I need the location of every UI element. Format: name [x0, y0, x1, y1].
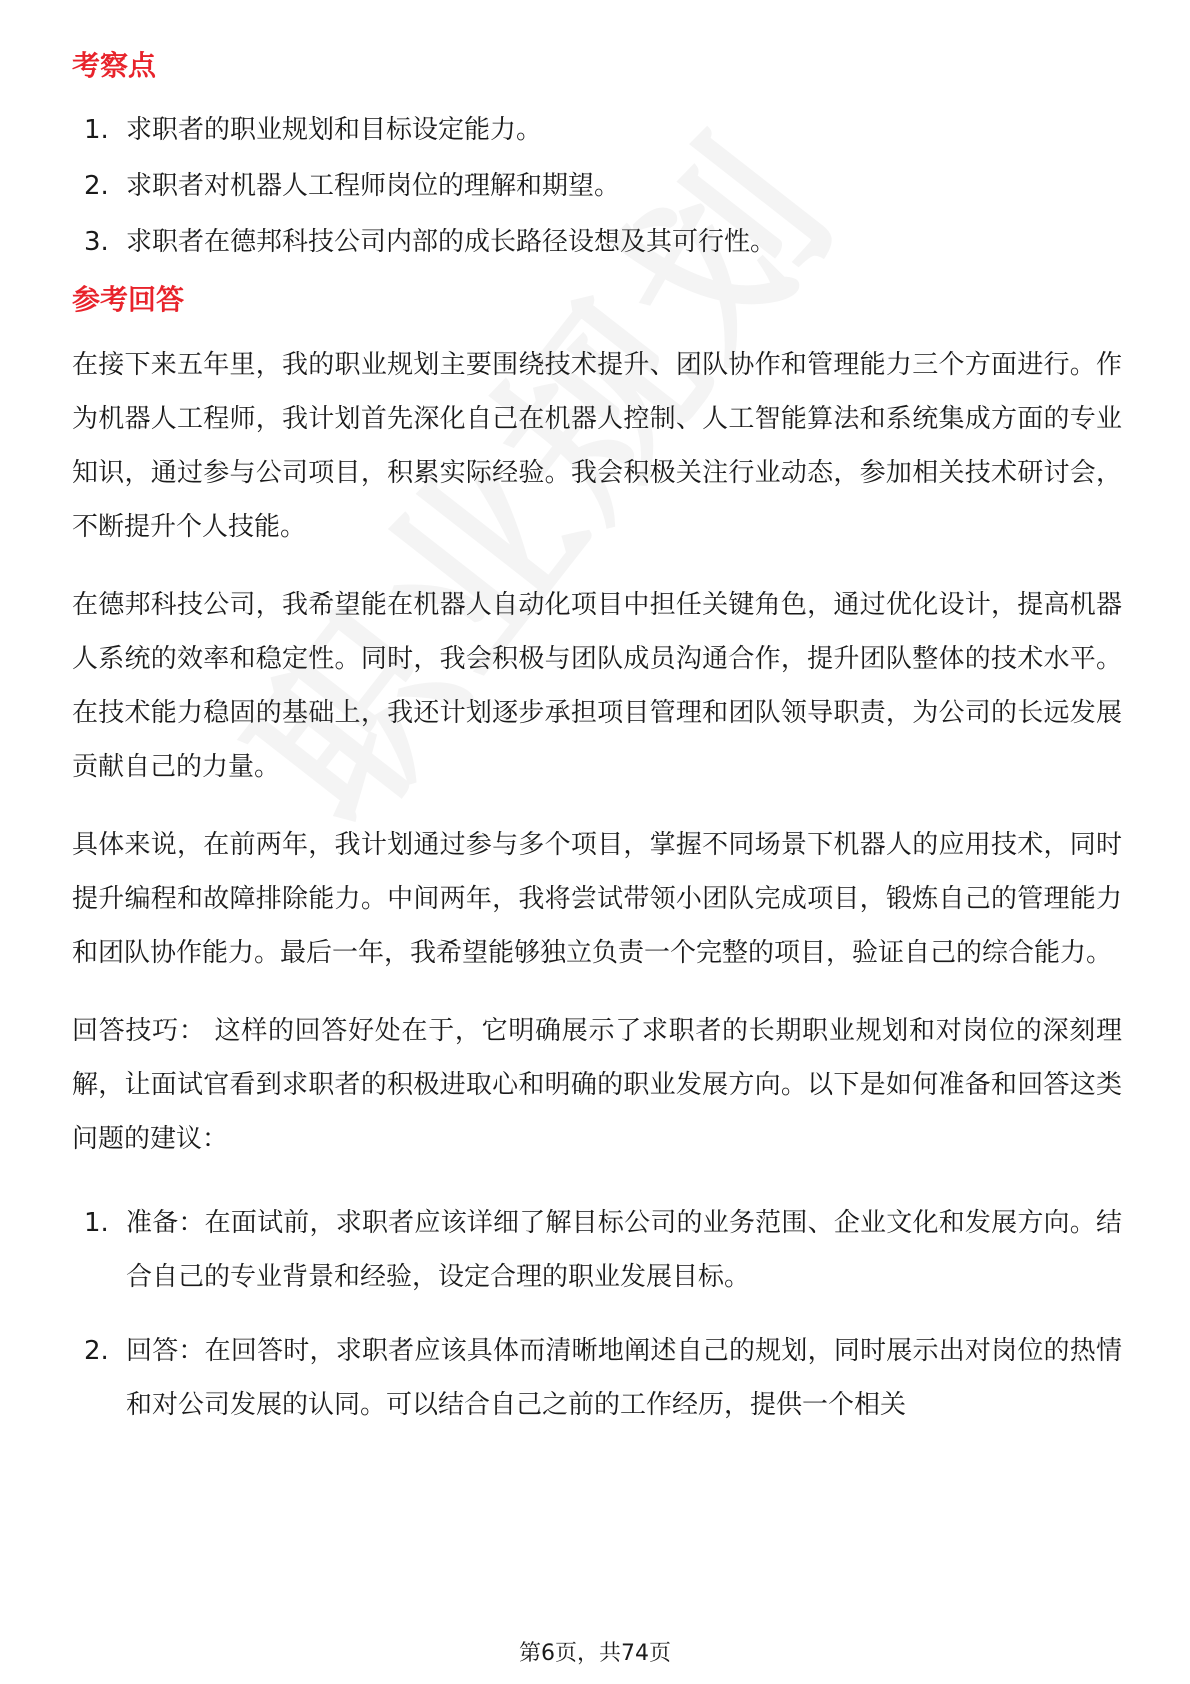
list-item — [72, 168, 1122, 204]
examination-points-list — [72, 112, 1122, 260]
list-text: 准备：在面试前，求职者应该详细了解目标公司的业务范围、企业文化和发展方向。结合自己的专业背景和经验，设定合理的职业发展目标。 — [126, 1208, 1122, 1292]
list-number: 2. — [84, 1336, 109, 1366]
answer-paragraph: 具体来说，在前两年，我计划通过参与多个项目，掌握不同场景下机器人的应用技术，同时提升编程和故障排除能力。中间两年，我将尝试带领小团队完成项目，锻炼自己的管理能力和团队协作能力。最后一年，我希望能够独立负责一个完整的项目，验证自己的综合能力。 — [72, 830, 1122, 968]
list-text: 回答：在回答时，求职者应该具体而清晰地阐述自己的规划，同时展示出对岗位的热情和对公司发展的认同。可以结合自己之前的工作经历，提供一个相关 — [126, 1336, 1122, 1420]
list-item — [72, 1324, 1122, 1432]
list-number: 1. — [84, 1208, 109, 1238]
list-text: 求职者的职业规划和目标设定能力。 — [126, 115, 543, 145]
section-title-reference-answer: 参考回答 — [72, 283, 185, 316]
page-footer: 第6页，共74页 — [519, 1641, 671, 1666]
answer-paragraph: 在德邦科技公司，我希望能在机器人自动化项目中担任关键角色，通过优化设计，提高机器人系统的效率和稳定性。同时，我会积极与团队成员沟通合作，提升团队整体的技术水平。在技术能力稳固的基础上，我还计划逐步承担项目管理和团队领导职责，为公司的长远发展贡献自己的力量。 — [72, 590, 1122, 782]
answer-paragraph: 在接下来五年里，我的职业规划主要围绕技术提升、团队协作和管理能力三个方面进行。作为机器人工程师，我计划首先深化自己在机器人控制、人工智能算法和系统集成方面的专业知识，通过参与公司项目，积累实际经验。我会积极关注行业动态，参加相关技术研讨会，不断提升个人技能。 — [72, 350, 1122, 542]
answer-tips-paragraph: 回答技巧： 这样的回答好处在于，它明确展示了求职者的长期职业规划和对岗位的深刻理解，让面试官看到求职者的积极进取心和明确的职业发展方向。以下是如何准备和回答这类问题的建议： — [72, 1016, 1122, 1154]
list-item — [72, 224, 1122, 260]
section-title-examination-points: 考察点 — [72, 49, 157, 82]
list-number: 3. — [84, 227, 109, 257]
list-text: 求职者在德邦科技公司内部的成长路径设想及其可行性。 — [126, 227, 777, 257]
list-number: 2. — [84, 171, 109, 201]
list-item — [72, 112, 1122, 148]
list-text: 求职者对机器人工程师岗位的理解和期望。 — [126, 171, 621, 201]
list-number: 1. — [84, 115, 109, 145]
tips-list — [72, 1196, 1122, 1432]
page-content — [72, 46, 1122, 1452]
list-item — [72, 1196, 1122, 1304]
